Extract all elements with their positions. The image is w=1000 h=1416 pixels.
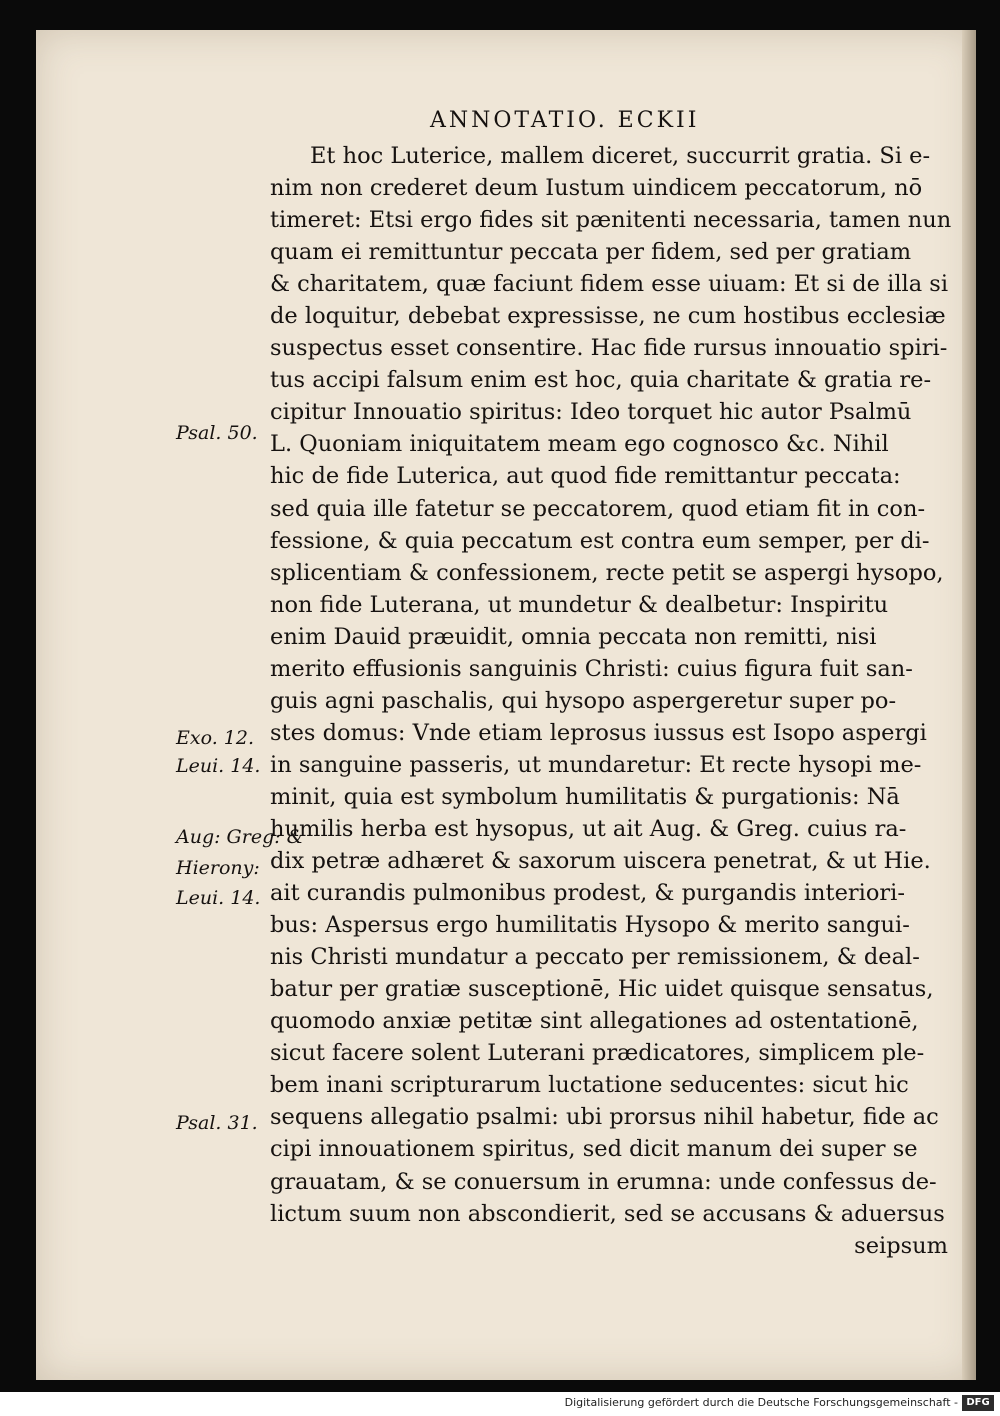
text-line: humilis herba est hysopus, ut ait Aug. & Greg. cuius ra-	[270, 815, 907, 842]
running-head: ANNOTATIO. ECKII	[430, 108, 700, 133]
text-line: non fide Luterana, ut mundetur & dealbetur: Inspiritu	[270, 591, 889, 618]
text-line: grauatam, & se conuersum in erumna: unde confessus de-	[270, 1168, 937, 1195]
text-line: cipi innouationem spiritus, sed dicit manum dei super se	[270, 1136, 918, 1163]
text-line: L. Quoniam iniquitatem meam ego cognosco &c. Nihil	[270, 431, 889, 458]
text-line: nis Christi mundatur a peccato per remissionem, & deal-	[270, 944, 920, 971]
text-line: suspectus esset consentire. Hac fide rursus innouatio spiri-	[270, 335, 948, 362]
text-line: dix petræ adhæret & saxorum uiscera penetrat, & ut Hie.	[270, 848, 931, 875]
text-line: enim Dauid præuidit, omnia peccata non remitti, nisi	[270, 623, 877, 650]
margin-note-exo-12: Exo. 12.	[176, 727, 254, 749]
text-line: ait curandis pulmonibus prodest, & purgandis interiori-	[270, 880, 905, 907]
text-line: Et hoc Luterice, mallem diceret, succurrit gratia. Si e-	[310, 143, 931, 169]
text-line: nim non crederet deum Iustum uindicem peccatorum, nō	[270, 175, 923, 202]
text-line: timeret: Etsi ergo fides sit pænitenti necessaria, tamen nun	[270, 207, 952, 234]
text-line: splicentiam & confessionem, recte petit se aspergi hysopo,	[270, 559, 944, 586]
text-line: sicut facere solent Luterani prædicatores, simplicem ple-	[270, 1040, 925, 1067]
text-line: lictum suum non abscondierit, sed se accusans & aduersus	[270, 1200, 945, 1227]
text-line: sed quia ille fatetur se peccatorem, quod etiam fit in con-	[270, 495, 926, 522]
text-line: bus: Aspersus ergo humilitatis Hysopo & merito sangui-	[270, 912, 910, 939]
text-line: sequens allegatio psalmi: ubi prorsus nihil habetur, fide ac	[270, 1104, 939, 1131]
text-line: fessione, & quia peccatum est contra eum semper, per di-	[270, 527, 930, 554]
text-line: in sanguine passeris, ut mundaretur: Et recte hysopi me-	[270, 751, 922, 778]
text-line: minit, quia est symbolum humilitatis & purgationis: Nā	[270, 783, 900, 810]
footer-bar	[0, 1392, 1000, 1416]
text-line: hic de fide Luterica, aut quod fide remittantur peccata:	[270, 463, 901, 490]
text-line: bem inani scripturarum luctatione seducentes: sicut hic	[270, 1072, 909, 1099]
footer-credit: Digitalisierung gefördert durch die Deutsche Forschungsgemeinschaft -	[564, 1396, 958, 1409]
catchword: seipsum	[854, 1232, 948, 1259]
text-line: stes domus: Vnde etiam leprosus iussus est Isopo aspergi	[270, 719, 927, 746]
page-edge	[962, 30, 976, 1380]
text-line: tus accipi falsum enim est hoc, quia charitate & gratia re-	[270, 367, 932, 394]
margin-note-leui-14-second: Leui. 14.	[176, 887, 261, 909]
margin-note-leui-14: Leui. 14.	[176, 755, 261, 777]
text-line: quam ei remittuntur peccata per fidem, sed per gratiam	[270, 239, 912, 266]
dfg-logo: DFG	[962, 1395, 994, 1411]
margin-note-aug-greg: Aug: Greg: &	[176, 826, 304, 848]
text-line: de loquitur, debebat expressisse, ne cum hostibus ecclesiæ	[270, 303, 946, 330]
text-line: cipitur Innouatio spiritus: Ideo torquet hic autor Psalmū	[270, 399, 912, 426]
text-line: batur per gratiæ susceptionē, Hic uidet quisque sensatus,	[270, 976, 934, 1003]
margin-note-hierony: Hierony:	[176, 857, 260, 879]
margin-note-psal-50: Psal. 50.	[176, 422, 258, 444]
text-line: & charitatem, quæ faciunt fidem esse uiuam: Et si de illa si	[270, 271, 949, 298]
text-line: merito effusionis sanguinis Christi: cuius figura fuit san-	[270, 655, 913, 682]
text-line: guis agni paschalis, qui hysopo aspergeretur super po-	[270, 687, 897, 714]
text-line: quomodo anxiæ petitæ sint allegationes ad ostentationē,	[270, 1008, 919, 1035]
margin-note-psal-31: Psal. 31.	[176, 1112, 258, 1134]
body-text	[270, 140, 960, 1262]
